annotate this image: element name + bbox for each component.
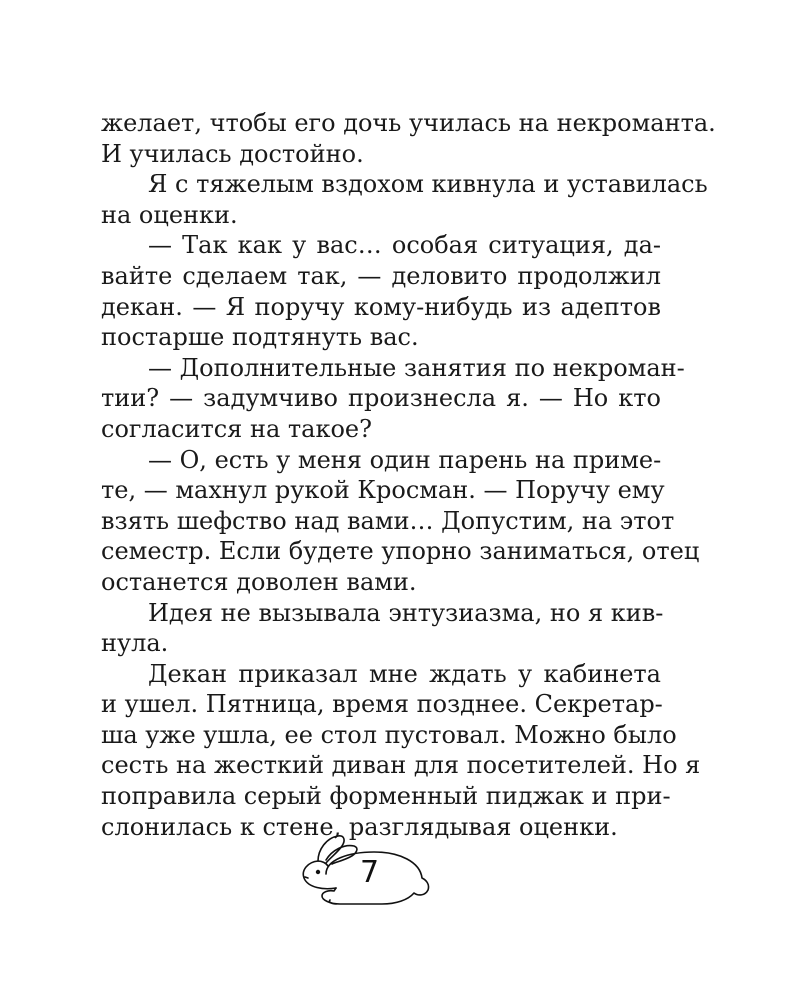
text-line: вайте сделаем так, — деловито продолжил (101, 261, 661, 290)
text-line: и ушел. Пятница, время позднее. Секретар- (101, 690, 663, 719)
page-number: 7 (360, 855, 380, 890)
text-line: те, — махнул рукой Кросман. — Поручу ему (101, 476, 665, 505)
text-line: Я с тяжелым вздохом кивнула и уставилась (148, 170, 708, 199)
text-line: поправила серый форменный пиджак и при- (101, 782, 671, 811)
text-line: согласится на такое? (101, 414, 372, 443)
text-line: — Дополнительные занятия по некроман- (148, 353, 685, 382)
text-line: ша уже ушла, ее стол пустовал. Можно было (101, 720, 677, 749)
text-line: взять шефство над вами… Допустим, на этот (101, 506, 675, 535)
text-line: Идея не вызывала энтузиазма, но я кив- (148, 598, 664, 627)
text-line: — Так как у вас… особая ситуация, да- (148, 231, 661, 260)
text-line: И училась достойно. (101, 139, 364, 168)
text-line: останется доволен вами. (101, 567, 417, 596)
text-line: декан. — Я поручу кому-нибудь из адептов (101, 292, 661, 321)
text-line: желает, чтобы его дочь училась на некроманта. (101, 109, 716, 137)
text-line: нула. (101, 629, 169, 658)
page-footer (296, 830, 436, 910)
text-line: слонилась к стене, разглядывая оценки. (101, 812, 618, 841)
text-line: Декан приказал мне ждать у кабинета (148, 659, 661, 688)
text-line: тии? — задумчиво произнесла я. — Но кто (101, 384, 661, 413)
page-body (101, 108, 716, 842)
text-line: семестр. Если будете упорно заниматься, отец (101, 537, 700, 566)
text-line: постарше подтянуть вас. (101, 323, 419, 352)
text-line: — О, есть у меня один парень на приме- (148, 445, 662, 474)
text-line: на оценки. (101, 200, 238, 229)
text-line: сесть на жесткий диван для посетителей. Но я (101, 751, 701, 780)
